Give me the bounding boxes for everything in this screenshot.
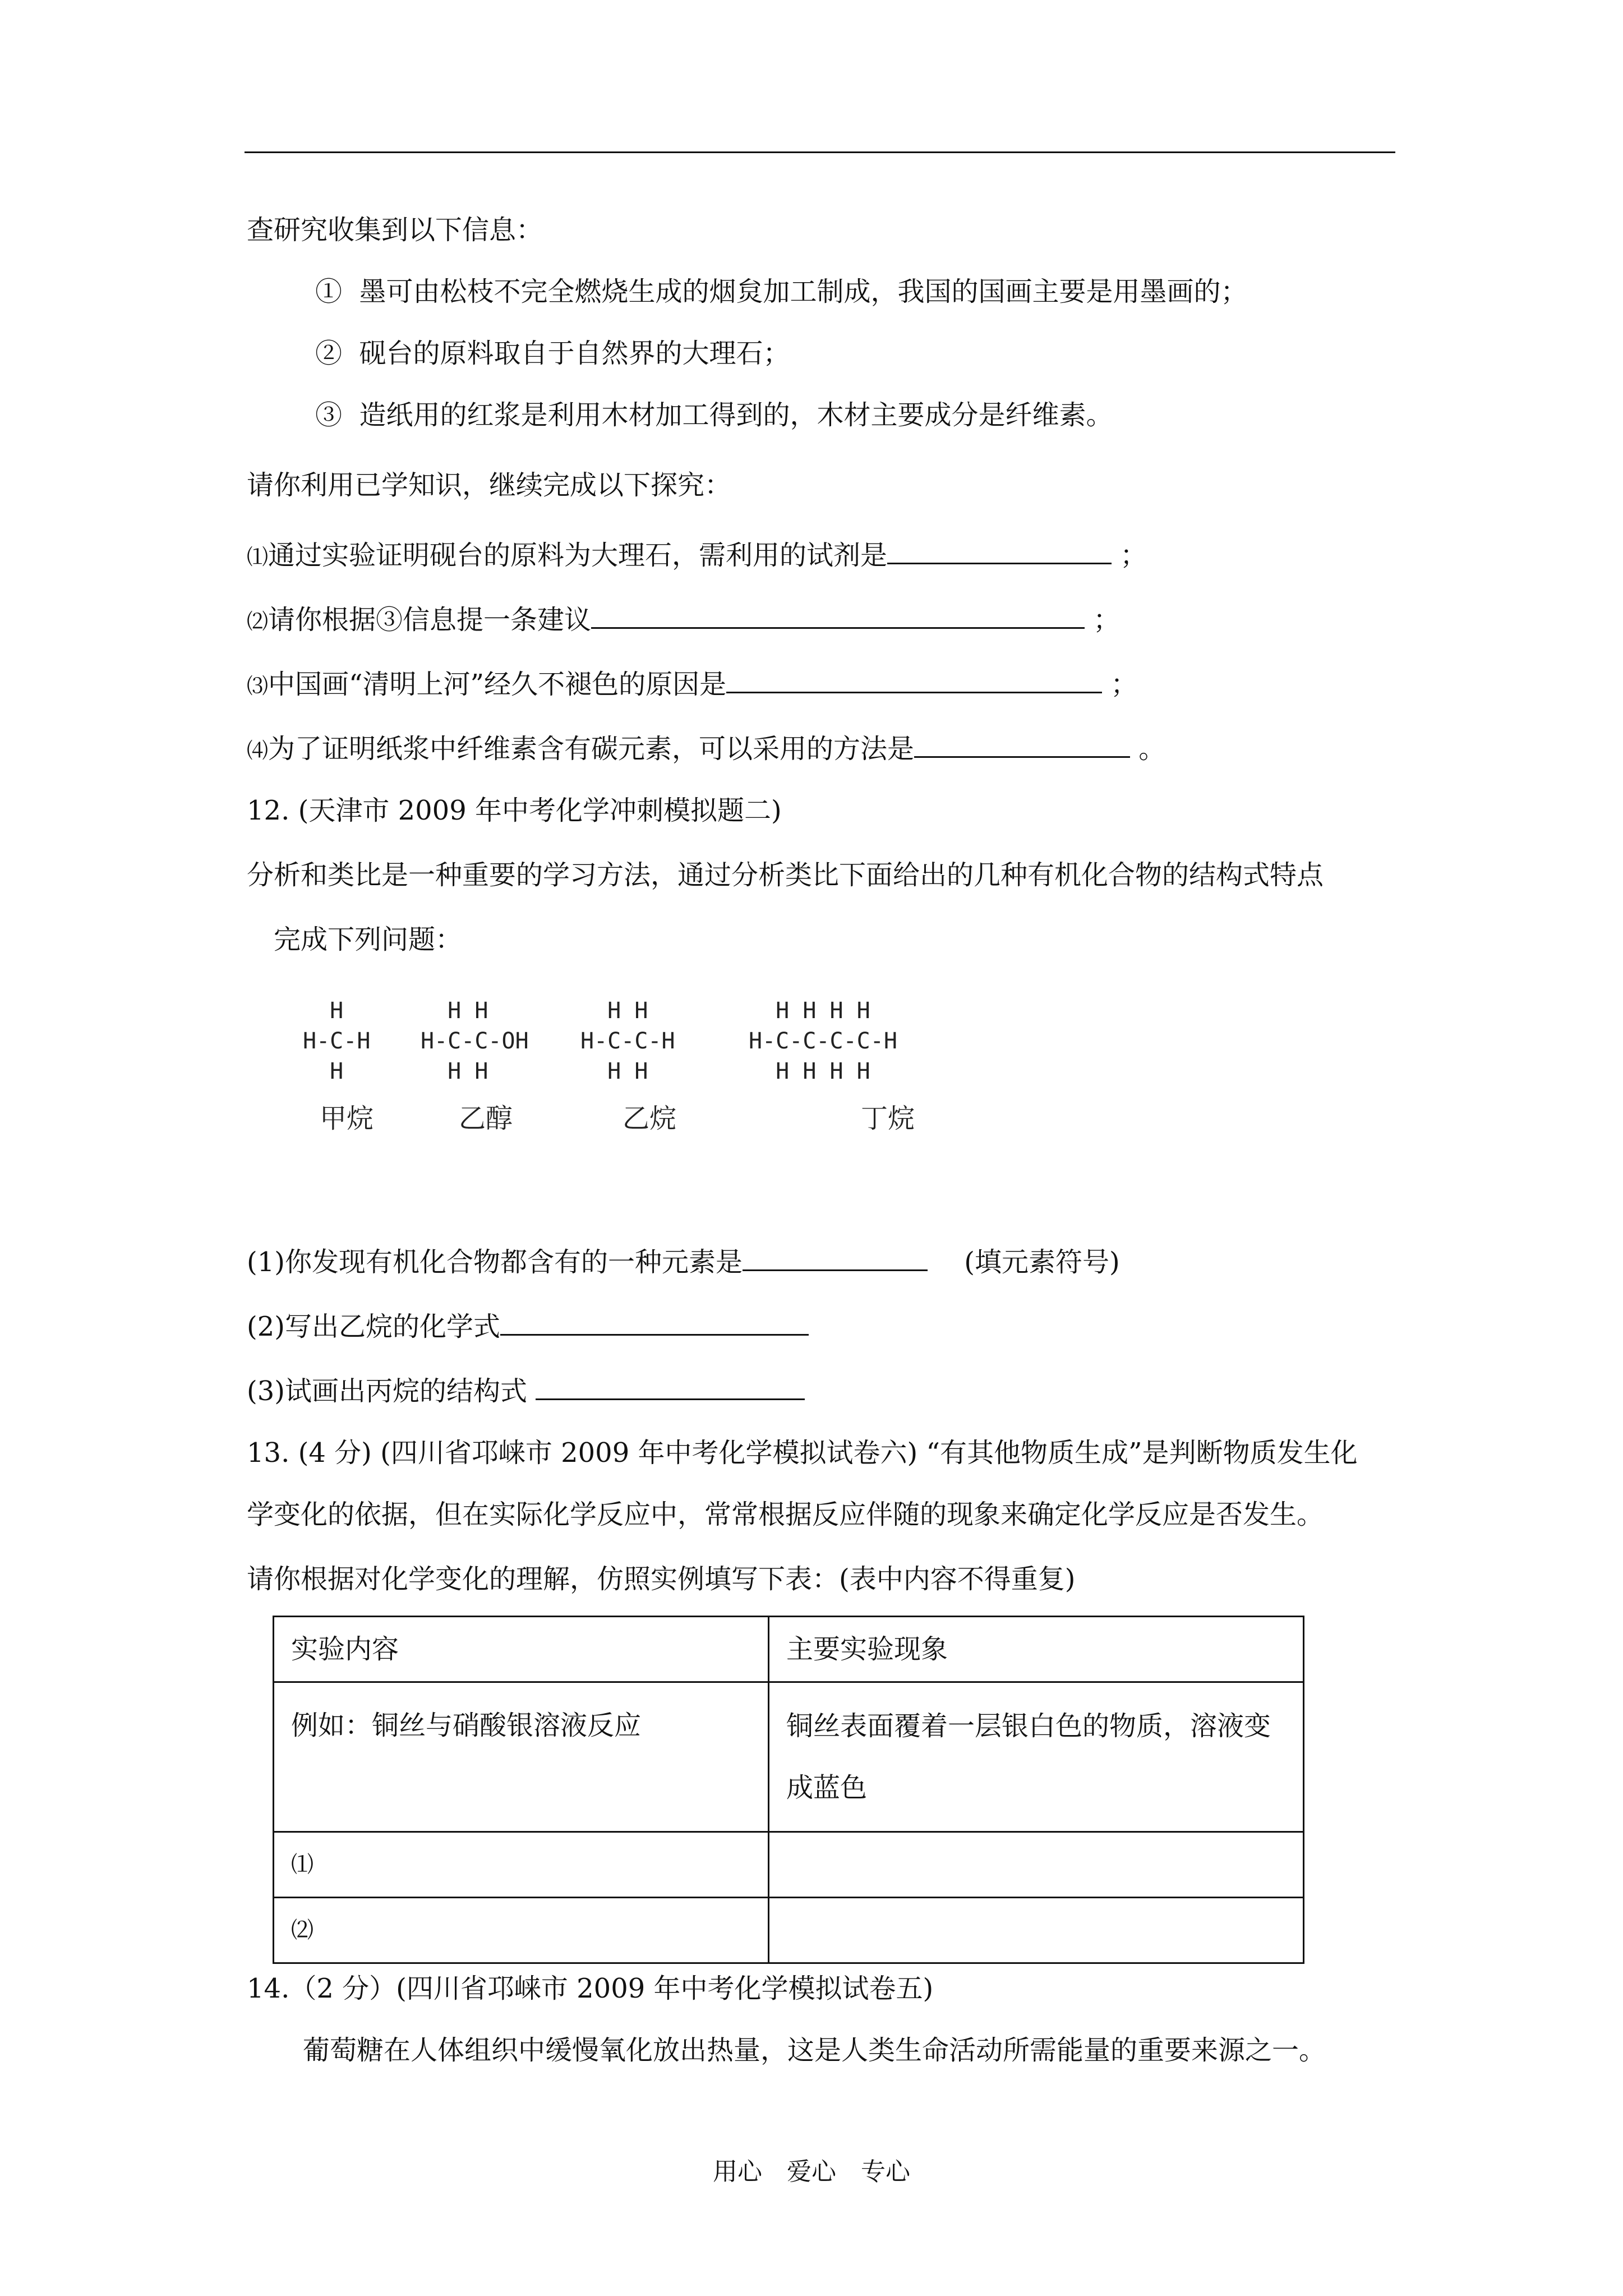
q12-intro-line1: 分析和类比是一种重要的学习方法，通过分析类比下面给出的几种有机化合物的结构式特点 (247, 859, 1324, 891)
info-item-number: ① (315, 276, 343, 307)
table-cell-answer[interactable] (769, 1832, 1304, 1898)
q14-header: 14.（2 分）(四川省邛崃市 2009 年中考化学模拟试卷五) (247, 1973, 934, 2004)
info-item-text: 造纸用的红浆是利用木材加工得到的，木材主要成分是纤维素。 (359, 399, 1113, 431)
q13-line2: 学变化的依据，但在实际化学反应中，常常根据反应伴随的现象来确定化学反应是否发生。 (247, 1499, 1324, 1530)
q12-sub3 (247, 1372, 805, 1408)
ethanol-name: 乙醇 (459, 1103, 513, 1134)
q12-intro-line2: 完成下列问题： (274, 924, 463, 955)
q12-header: 12. (天津市 2009 年中考化学冲刺模拟题二) (247, 795, 782, 826)
q11-item-text: 为了证明纸浆中纤维素含有碳元素，可以采用的方法是 (268, 733, 915, 765)
q12-sub1-note: (填元素符号) (964, 1246, 1120, 1278)
answer-blank[interactable] (887, 536, 1112, 564)
ethanol-structure: H H H-C-C-OH H H (421, 998, 529, 1084)
q11-item-2 (247, 600, 1120, 638)
answer-blank[interactable] (500, 1307, 809, 1336)
ethane-structure: H H H-C-C-H H H (580, 998, 675, 1084)
q11-item-text: 请你根据③信息提一条建议 (268, 604, 592, 636)
q11-item-label: ⑴ (247, 545, 269, 569)
answer-blank[interactable] (591, 600, 1085, 629)
q12-sub2-text: (2)写出乙烷的化学式 (247, 1311, 500, 1342)
experiment-table (273, 1616, 1304, 1964)
table-cell: 铜丝表面覆着一层银白色的物质，溶液变成蓝色 (769, 1682, 1304, 1832)
ethane-name: 乙烷 (623, 1103, 677, 1134)
table-row (274, 1832, 1304, 1898)
info-item-2 (315, 337, 790, 370)
q11-item-1 (247, 536, 1147, 574)
info-item-text: 墨可由松枝不完全燃烧生成的烟炱加工制成，我国的国画主要是用墨画的； (359, 276, 1248, 307)
q11-item-4 (247, 729, 1165, 767)
methane-name: 甲烷 (320, 1103, 374, 1134)
q12-sub1-text: (1)你发现有机化合物都含有的一种元素是 (247, 1246, 743, 1278)
table-header-cell: 主要实验现象 (769, 1617, 1304, 1682)
table-row (274, 1898, 1304, 1963)
q12-sub1 (247, 1243, 1120, 1279)
page-footer: 用心 爱心 专心 (713, 2157, 910, 2186)
table-cell: ⑴ (274, 1832, 769, 1898)
q11-item-text: 中国画“清明上河”经久不褪色的原因是 (268, 669, 727, 700)
info-item-3 (315, 398, 1113, 432)
q11-item-end: 。 (1138, 733, 1166, 765)
butane-structure: H H H H H-C-C-C-C-H H H H H (749, 998, 897, 1084)
q11-item-3 (247, 665, 1137, 703)
table-cell: ⑵ (274, 1898, 769, 1963)
info-item-1 (315, 275, 1248, 309)
table-header-row (274, 1617, 1304, 1682)
q11-item-end: ； (1093, 604, 1121, 636)
info-item-number: ③ (315, 399, 343, 431)
q11-prompt: 请你利用已学知识，继续完成以下探究： (247, 470, 732, 501)
answer-blank[interactable] (743, 1243, 928, 1271)
q11-item-label: ⑶ (247, 674, 269, 698)
answer-blank[interactable] (536, 1372, 805, 1400)
table-row (274, 1682, 1304, 1832)
q11-item-end: ； (1120, 540, 1147, 571)
table-cell-answer[interactable] (769, 1898, 1304, 1963)
q12-sub3-text: (3)试画出丙烷的结构式 (247, 1375, 527, 1407)
q12-sub2 (247, 1307, 809, 1343)
info-item-text: 砚台的原料取自于自然界的大理石； (359, 338, 790, 369)
q13-line3: 请你根据对化学变化的理解，仿照实例填写下表：(表中内容不得重复) (247, 1563, 1076, 1595)
q14-line1: 葡萄糖在人体组织中缓慢氧化放出热量，这是人类生命活动所需能量的重要来源之一。 (303, 2035, 1326, 2066)
info-item-number: ② (315, 338, 343, 369)
answer-blank[interactable] (726, 665, 1102, 693)
methane-structure: H H-C-H H (303, 998, 371, 1084)
q11-item-text: 通过实验证明砚台的原料为大理石，需利用的试剂是 (268, 540, 888, 571)
intro-line: 查研究收集到以下信息： (247, 214, 543, 246)
answer-blank[interactable] (914, 729, 1130, 758)
q11-item-label: ⑵ (247, 609, 269, 634)
q13-line1: 13. (4 分) (四川省邛崃市 2009 年中考化学模拟试卷六) “有其他物质生成”是判断物质发生化 (247, 1437, 1358, 1469)
q11-item-end: ； (1110, 669, 1138, 700)
header-rule (245, 151, 1395, 153)
table-header-cell: 实验内容 (274, 1617, 769, 1682)
q11-item-label: ⑷ (247, 738, 269, 763)
table-cell: 例如：铜丝与硝酸银溶液反应 (274, 1682, 769, 1832)
butane-name: 丁烷 (861, 1103, 915, 1134)
